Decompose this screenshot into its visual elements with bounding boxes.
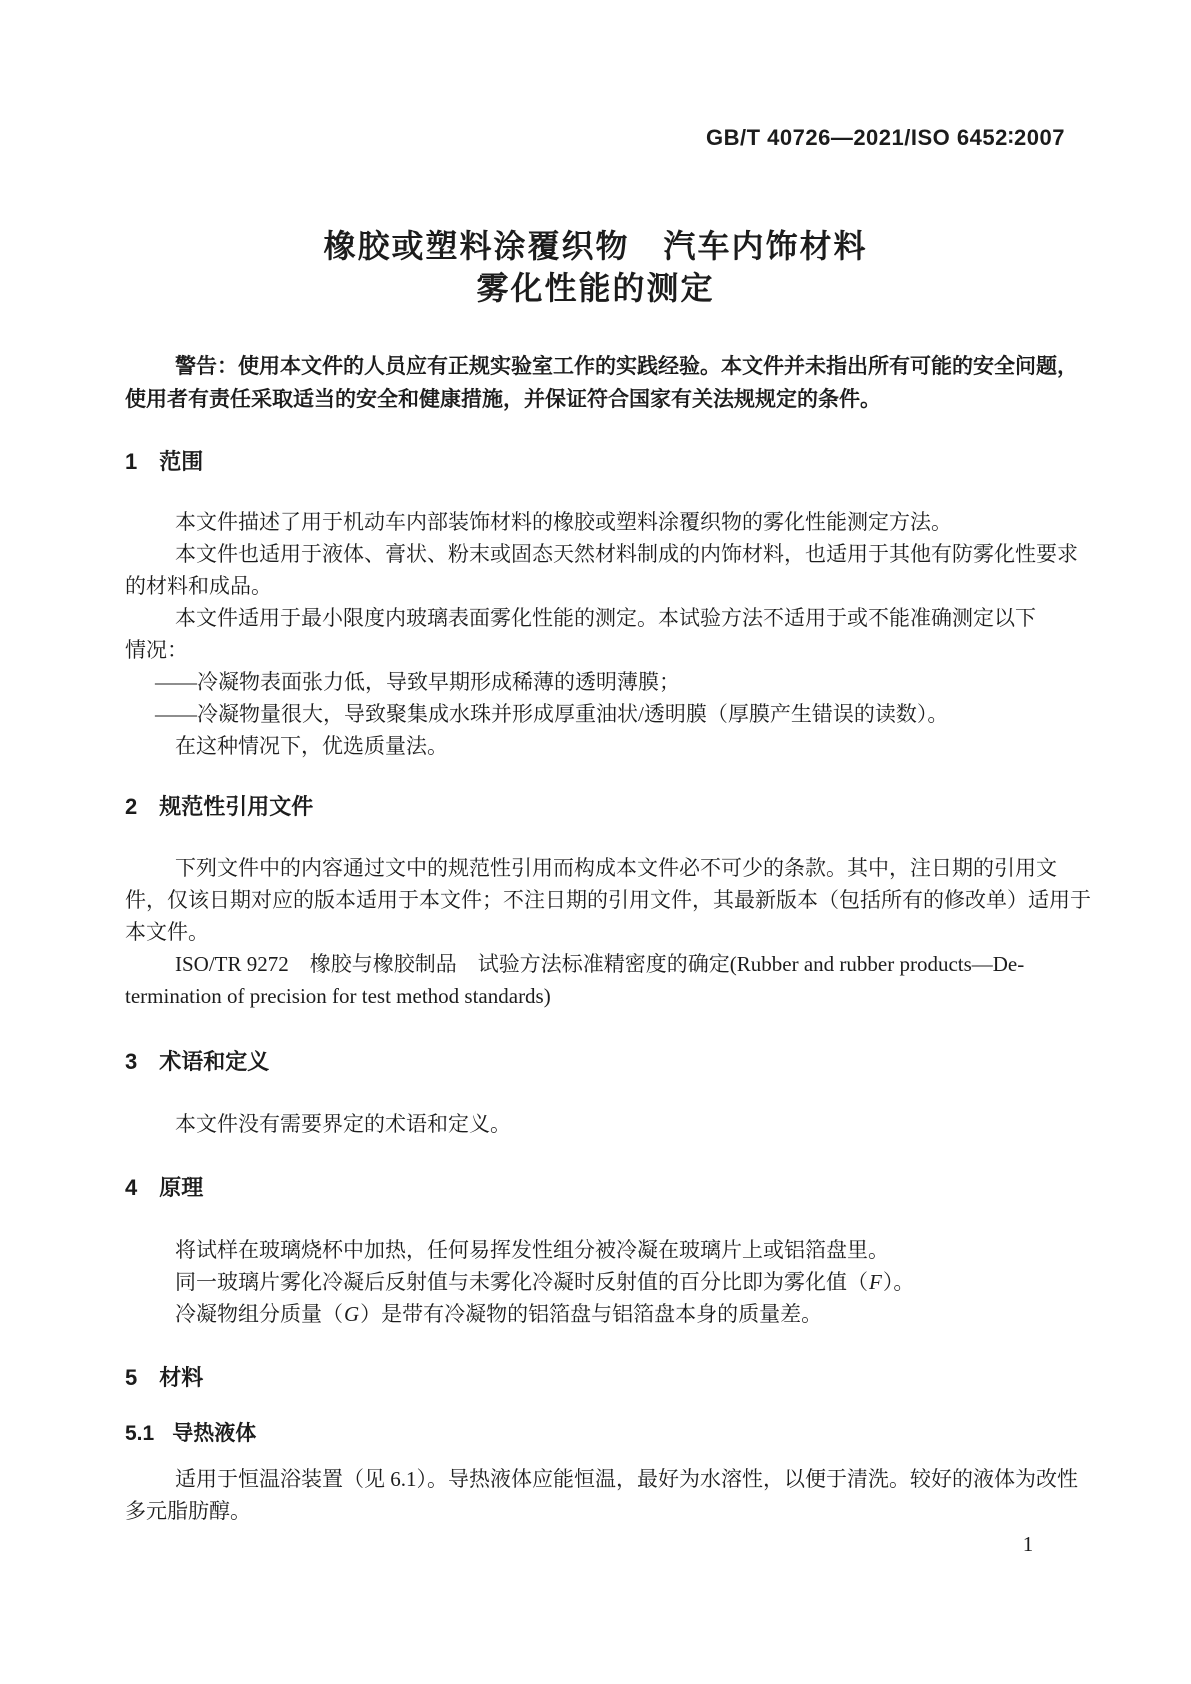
principle-paragraph-1: 将试样在玻璃烧杯中加热，任何易挥发性组分被冷凝在玻璃片上或铝箔盘里。 (175, 1238, 889, 1262)
section-4-number: 4 (125, 1175, 138, 1200)
principle-paragraph-3-end: ）是带有冷凝物的铝箔盘与铝箔盘本身的质量差。 (360, 1302, 823, 1326)
title-line-1: 橡胶或塑料涂覆织物 汽车内饰材料 (323, 228, 868, 264)
heat-transfer-liquid-line-2: 多元脂肪醇。 (125, 1499, 251, 1523)
document-title (0, 225, 1191, 309)
section-5-title: 材料 (159, 1365, 204, 1390)
principle-paragraph-3 (125, 1298, 1075, 1330)
section-3-title: 术语和定义 (159, 1049, 270, 1074)
principle-paragraph-3-text: 冷凝物组分质量（ (175, 1302, 343, 1326)
scope-paragraph-2-line-1: 本文件也适用于液体、膏状、粉末或固态天然材料制成的内饰材料，也适用于其他有防雾化性要求 (175, 542, 1078, 566)
principle-paragraph-2-end: ）。 (882, 1270, 915, 1294)
scope-paragraph-4: 在这种情况下，优选质量法。 (175, 734, 448, 758)
section-5-1-number: 5.1 (125, 1422, 155, 1445)
iso-reference-line-2: termination of precision for test method standards) (125, 984, 551, 1008)
section-5-number: 5 (125, 1365, 138, 1390)
iso-reference-line-1: ISO/TR 9272 橡胶与橡胶制品 试验方法标准精密度的确定(Rubber and rubber products—De- (175, 952, 1025, 976)
standard-number: GB/T 40726—2021/ISO 6452∶2007 (705, 125, 1065, 150)
fogging-value-symbol: F (869, 1270, 882, 1294)
normative-refs-line-2: 件，仅该日期对应的版本适用于本文件；不注日期的引用文件，其最新版本（包括所有的修改单）适用于 (125, 888, 1091, 912)
section-5-1-title: 导热液体 (172, 1422, 257, 1445)
section-3-body (125, 1108, 1075, 1140)
section-5-1-heading (125, 1418, 256, 1450)
section-1-heading (125, 446, 203, 478)
section-2-body (125, 852, 1091, 1012)
section-3-heading (125, 1046, 269, 1078)
scope-paragraph-1: 本文件描述了用于机动车内部装饰材料的橡胶或塑料涂覆织物的雾化性能测定方法。 (175, 510, 952, 534)
section-5-1-body (125, 1463, 1078, 1527)
section-4-heading (125, 1172, 203, 1204)
section-3-number: 3 (125, 1049, 138, 1074)
page-number: 1 (1022, 1532, 1034, 1556)
normative-refs-line-3: 本文件。 (125, 920, 209, 944)
section-5-heading (125, 1362, 203, 1394)
section-1-number: 1 (125, 449, 138, 474)
principle-paragraph-2 (125, 1266, 1075, 1298)
normative-refs-line-1: 下列文件中的内容通过文中的规范性引用而构成本文件必不可少的条款。其中，注日期的引用文 (175, 856, 1057, 880)
section-2-heading (125, 791, 313, 823)
section-2-number: 2 (125, 794, 138, 819)
section-1-body (125, 506, 1078, 762)
principle-paragraph-2-text: 同一玻璃片雾化冷凝后反射值与未雾化冷凝时反射值的百分比即为雾化值（ (175, 1270, 868, 1294)
scope-list-item-2: ——冷凝物量很大，导致聚集成水珠并形成厚重油状/透明膜（厚膜产生错误的读数）。 (155, 702, 949, 726)
warning-line-2: 使用者有责任采取适当的安全和健康措施，并保证符合国家有关法规规定的条件。 (125, 388, 881, 411)
section-1-title: 范围 (159, 449, 204, 474)
scope-paragraph-3-line-1: 本文件适用于最小限度内玻璃表面雾化性能的测定。本试验方法不适用于或不能准确测定以下 (175, 606, 1036, 630)
section-4-body (125, 1234, 1075, 1330)
scope-paragraph-2-line-2: 的材料和成品。 (125, 574, 272, 598)
heat-transfer-liquid-line-1: 适用于恒温浴装置（见 6.1）。导热液体应能恒温，最好为水溶性，以便于清洗。较好的液体为改性 (175, 1467, 1078, 1491)
terms-paragraph: 本文件没有需要界定的术语和定义。 (175, 1112, 511, 1136)
title-line-2: 雾化性能的测定 (476, 270, 715, 306)
scope-list-item-1: ——冷凝物表面张力低，导致早期形成稀薄的透明薄膜； (155, 670, 680, 694)
scope-paragraph-3-line-2: 情况： (125, 638, 188, 662)
warning-paragraph (125, 350, 1078, 416)
warning-line-1: 警告：使用本文件的人员应有正规实验室工作的实践经验。本文件并未指出所有可能的安全问题， (175, 355, 1078, 378)
section-4-title: 原理 (159, 1175, 204, 1200)
condensate-mass-symbol: G (344, 1302, 360, 1326)
section-2-title: 规范性引用文件 (159, 794, 314, 819)
